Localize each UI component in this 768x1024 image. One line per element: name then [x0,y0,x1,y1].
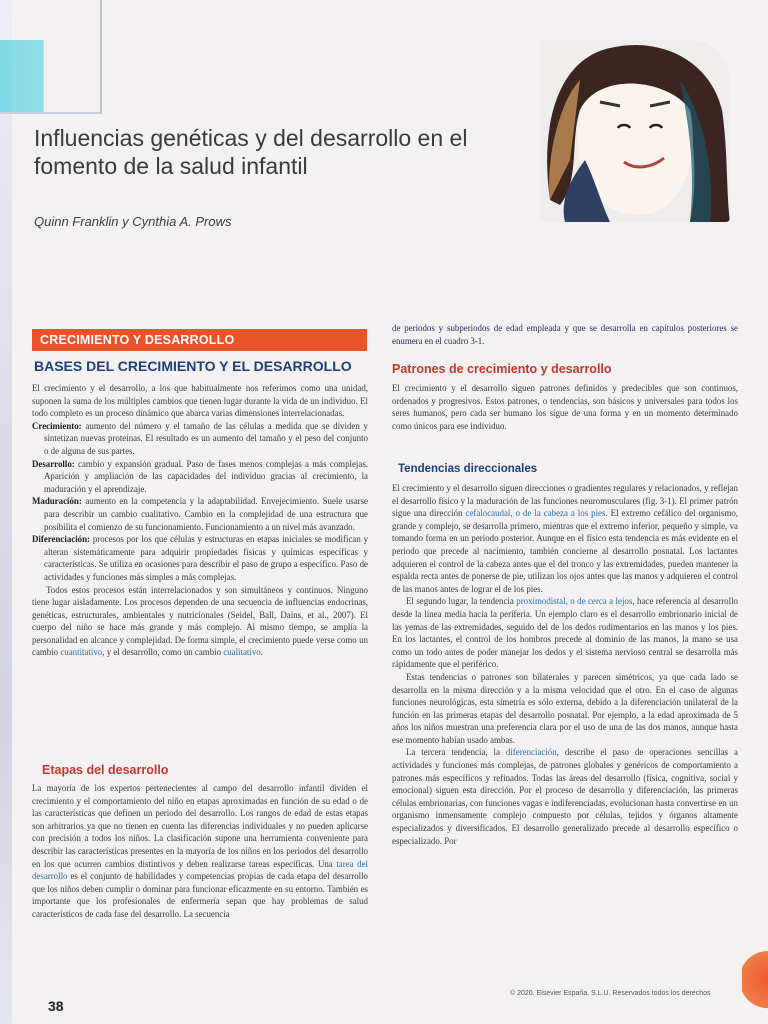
intro-paragraph: El crecimiento y el desarrollo, a los que habitualmente nos referimos como una unidad, suponen la suma de los múltiples cambios que tienen lugar durante la vida de un individuo. El todo completo es un proceso dinámico que abarca varias dimensiones interrelacionadas. [32,383,368,419]
processes-paragraph [32,584,368,660]
term-label: Desarrollo: [32,458,75,469]
etapas-paragraph [32,782,368,921]
etapas-heading: Etapas del desarrollo [42,763,169,777]
term-definition: procesos por los que células y estructuras en etapas iniciales se modifican y alteran sistemáticamente para adquirir propiedades físicas y químicas específicas y características. Se utiliza en ocasiones para describir el paso de grupo a específico. Paso de actividades y funciones más simples a más complejas. [44,534,369,582]
scan-edge-artifact [0,0,12,1024]
term-link-cefalocaudal[interactable]: cefalocaudal, o de la cabeza a los pies [465,508,606,519]
term-label: Maduración: [32,496,82,507]
tendencias-text-c2: , hace referencia al desarrollo desde la línea media hacia la periferia. Un ejemplo claro es el desarrollo embrionario inicial de las yemas de las extremidades, seguido del de los dedos rudimentarios en las manos y los pies. En los lactantes, el control de los hombros precede al dominio de las manos, la mano se usa como un todo antes de poder manejar los dedos y el sistema nervioso central se desarrolla más rápidamente que el periférico. [392,596,738,670]
section-label [32,329,367,351]
tendencias-text-b: . El extremo cefálico del organismo, grande y complejo, se desarrolla primero, mientras que el extremo inferior, pequeño y simple, va tomando forma en un periodo posterior. Aunque en el físico esta tendencia es más evidente en el periodo que precede al nacimiento, también concierne al desarrollo posnatal. Los lactantes adquieren el control de la cabeza antes que el del tronco y las extremidades, pueden mantener la espalda recta antes de ponerse de pie, utilizan los ojos antes que las manos y adquieren el control de las manos antes de lograr el de los pies. [392,508,739,594]
tendencias-paragraph-3: Estas tendencias o patrones son bilaterales y parecen simétricos, ya que cada lado se desarrolla en la misma dirección y a la misma velocidad que el otro. En el caso de algunas funciones neurológicas, esta simetría es sólo externa, debido a la diferenciación unilateral de la función en las primeras etapas del desarrollo posnatal. Por ejemplo, a la edad aproximada de 5 años los niños muestran una preferencia clara por el uso de una de las dos manos, aunque hasta ese momento habían usado ambas. [392,671,738,745]
tendencias-paragraph-2 [392,595,738,671]
tendencias-text-e2: , describe el paso de operaciones sencillas a actividades y funciones más complejas, de patrones globales y genéricos de comportamiento a patrones más específicos y refinados. Todas las áreas del desarrollo (física, cognitiva, social y emocional) siguen esta dirección. Por el proceso de desarrollo y diferenciación, las primeras células embrionarias, con funciones vagas e indiferenciadas, evolucionan hasta convertirse en un organismo inmensamente complejo compuesto por células, tejidos y órganos altamente especializados y diversificados. El desarrollo generalizado precede al desarrollo específico o especializado. Por [392,747,739,846]
term-link-diferenciacion[interactable]: diferenciación [505,747,557,758]
chapter-title: Influencias genéticas y del desarrollo en el fomento de la salud infantil [34,125,468,179]
processes-text-mid: , y el desarrollo, como un cambio [102,647,222,658]
term-definition: aumento en la competencia y la adaptabilidad. Envejecimiento. Suele usarse para describir un cambio cualitativo. Cambio en la complejidad de una estructura que posibilita el comienzo de su funcionamiento. Funcionamiento a un nivel más avanzado. [44,496,369,532]
term-link-cuantitativo[interactable]: cuantitativo [60,647,103,658]
tendencias-text-c1: El segundo lugar, la tendencia [406,596,514,607]
etapas-text-end: es el conjunto de habilidades y competencias propias de cada etapa del desarrollo que los niños deben cumplir o dominar para funcionar eficazmente en su entorno. También es importante que los profesionales de enfermería sepan que hay problemas de salud característicos de cada fase del desarrollo. La secuencia [32,871,368,919]
etapas-block [32,782,368,921]
term-definition: cambio y expansión gradual. Paso de fases menos complejas a más complejas. Aparición y ampliación de las capacidades del individuo gracias al crecimiento, la maduración y el aprendizaje. [44,458,369,494]
term-link-tarea[interactable]: tarea del desarrollo [32,858,368,882]
copyright-footer: © 2020. Elsevier España, S.L.U. Reservados todos los derechos [510,990,711,997]
page-corner-artifact [742,950,768,1024]
tendencias-text-e1: La tercera tendencia, la [406,747,500,758]
term-crecimiento [32,420,368,458]
term-label: Crecimiento: [32,420,82,431]
page-number: 38 [48,998,64,1014]
term-link-cualitativo[interactable]: cualitativo [223,647,261,658]
tendencias-paragraph-1 [392,482,738,595]
term-diferenciacion [32,533,368,583]
right-column-continuation [392,322,738,347]
main-heading: BASES DEL CRECIMIENTO Y EL DESARROLLO [34,358,352,374]
tendencias-block [392,482,738,847]
processes-text-end: . [260,647,263,658]
tendencias-paragraph-4 [392,746,738,847]
term-label: Diferenciación: [32,534,90,545]
child-photo-illustration [540,40,730,222]
section-label-text: CRECIMIENTO Y DESARROLLO [40,333,235,347]
etapas-text: La mayoría de los expertos pertenecientes al campo del desarrollo infantil dividen el crecimiento y el comportamiento del niño en etapas aproximadas en función de su edad o de las características que definen un periodo del desarrollo. Los rangos de edad de estas etapas son arbitrarios ya que no tienen en cuenta las diferencias individuales y no pueden aplicarse con precisión a todos los niños. La clasificación supone una herramienta conveniente para describir las características presentes en la mayoría de los niños en los periodos del desarrollo en los que ocurren cambios distintivos y deben realizarse tareas específicas. Una [32,783,368,869]
patrones-heading: Patrones de crecimiento y desarrollo [392,362,612,376]
tendencias-text: El crecimiento y el desarrollo siguen direcciones o gradientes regulares y relacionados, y reflejan el desarrollo físico y la maduración de las funciones neuromusculares (fig. 3-1). El primer patrón sigue una dirección [392,483,738,519]
term-maduracion [32,495,368,533]
child-photo [540,40,730,222]
processes-text: Todos estos procesos están interrelacionados y son simultáneos y continuos. Ninguno tiene lugar aisladamente. Los procesos dependen de una secuencia de influencias endocrinas, genéticas, estructurales, ambientales y nutricionales (Seidel, Ball, Dains, et al., 2007). El cuerpo del niño se hace más grande y más complejo. Al mismo tiempo, se amplía la personalidad en alcance y complejidad. De forma simple, el crecimiento puede verse como un cambio [32,584,368,658]
continuation-paragraph: de periodos y subperiodos de edad empleada y que se desarrolla en capítulos posteriores se enumera en el cuadro 3-1. [392,323,738,346]
tendencias-heading: Tendencias direccionales [398,463,538,475]
patrones-block [392,382,738,432]
patrones-paragraph: El crecimiento y el desarrollo siguen patrones definidos y predecibles que son continuos, ordenados y progresivos. Estos patrones, o tendencias, son básicos y universales para todos los seres humanos, pero cada ser humano los sigue de una forma y en un momento determinado como únicos para ese individuo. [392,383,738,431]
left-column [32,382,368,659]
term-link-proximodistal[interactable]: proximodistal, o de cerca a lejos [516,596,633,607]
term-desarrollo [32,458,368,496]
chapter-authors: Quinn Franklin y Cynthia A. Prows [34,214,232,229]
term-definition: aumento del número y el tamaño de las células a medida que se dividen y sintetizan nuevas proteínas. El resultado es un aumento del tamaño y el peso del conjunto o de alguna de sus partes. [44,420,368,456]
scan-frame-artifact [0,0,102,114]
